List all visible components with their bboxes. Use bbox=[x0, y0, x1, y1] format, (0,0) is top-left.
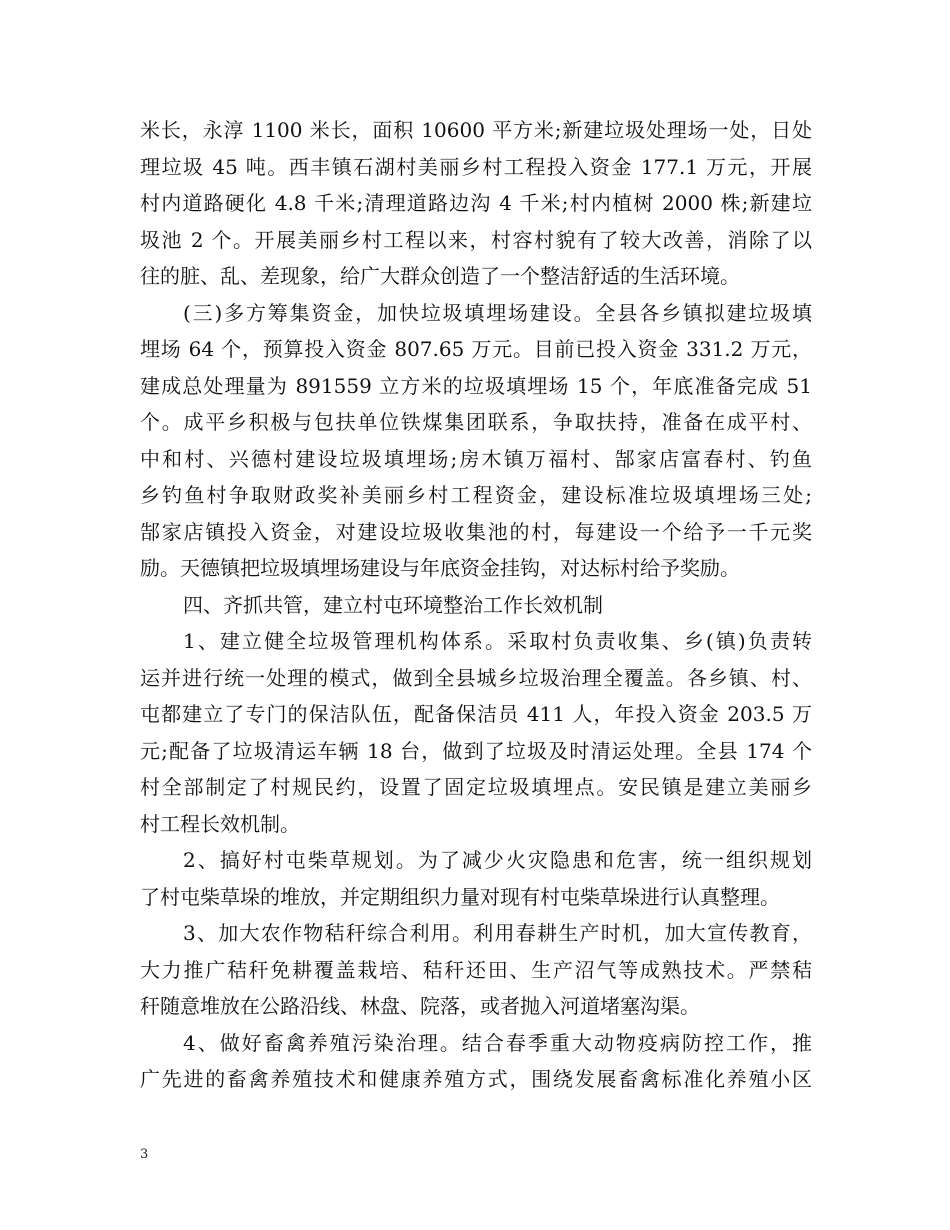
text-line: 乡钓鱼村争取财政奖补美丽乡村工程资金，建设标准垃圾填埋场三处; bbox=[140, 483, 812, 507]
paragraph-first-line: 3、加大农作物秸秆综合利用。利用春耕生产时机，加大宣传教育， bbox=[183, 921, 812, 945]
text-line: 圾池 2 个。开展美丽乡村工程以来，村容村貌有了较大改善，消除了以 bbox=[140, 227, 812, 252]
text-line: 村内道路硬化 4.8 千米;清理道路边沟 4 千米;村内植树 2000 株;新建垃 bbox=[140, 191, 812, 215]
page-number: 3 bbox=[140, 1147, 149, 1162]
paragraph-first-line: (三)多方筹集资金，加快垃圾填埋场建设。全县各乡镇拟建垃圾填 bbox=[183, 300, 812, 325]
text-line: 了村屯柴草垛的堆放，并定期组织力量对现有村屯柴草垛进行认真整理。 bbox=[140, 884, 780, 909]
text-line: 埋场 64 个，预算投入资金 807.65 万元。目前已投入资金 331.2 万元， bbox=[140, 337, 812, 361]
text-line: 个。成平乡积极与包扶单位铁煤集团联系，争取扶持，准备在成平村、 bbox=[140, 410, 812, 434]
text-line: 往的脏、乱、差现象，给广大群众创造了一个整洁舒适的生活环境。 bbox=[140, 264, 740, 288]
paragraph-first-line: 2、搞好村屯柴草规划。为了减少火灾隐患和危害，统一组织规划 bbox=[183, 848, 812, 872]
text-line: 励。天德镇把垃圾填埋场建设与年底资金挂钩，对达标村给予奖励。 bbox=[140, 556, 740, 580]
paragraph-first-line: 1、建立健全垃圾管理机构体系。采取村负责收集、乡(镇)负责转 bbox=[183, 629, 812, 653]
text-line: 郜家店镇投入资金，对建设垃圾收集池的村，每建设一个给予一千元奖 bbox=[140, 519, 812, 544]
paragraph-first-line: 4、做好畜禽养殖污染治理。结合春季重大动物疫病防控工作，推 bbox=[183, 1030, 812, 1055]
text-line: 村全部制定了村规民约，设置了固定垃圾填埋点。安民镇是建立美丽乡 bbox=[140, 775, 812, 799]
text-line: 广先进的畜禽养殖技术和健康养殖方式，围绕发展畜禽标准化养殖小区 bbox=[140, 1067, 812, 1091]
text-line: 理垃圾 45 吨。西丰镇石湖村美丽乡村工程投入资金 177.1 万元，开展 bbox=[140, 154, 812, 179]
text-line: 运并进行统一处理的模式，做到全县城乡垃圾治理全覆盖。各乡镇、村、 bbox=[140, 665, 812, 690]
text-line: 大力推广秸秆免耕覆盖栽培、秸秆还田、生产沼气等成熟技术。严禁秸 bbox=[140, 957, 812, 982]
text-line: 中和村、兴德村建设垃圾填埋场;房木镇万福村、郜家店富春村、钓鱼 bbox=[140, 446, 812, 471]
text-line: 秆随意堆放在公路沿线、林盘、院落，或者抛入河道堵塞沟渠。 bbox=[140, 994, 700, 1018]
text-line: 米长，永淳 1100 米长，面积 10600 平方米;新建垃圾处理场一处，日处 bbox=[140, 118, 812, 142]
text-line: 建成总处理量为 891559 立方米的垃圾填埋场 15 个，年底准备完成 51 bbox=[140, 373, 812, 398]
document-body bbox=[140, 112, 812, 1098]
section-heading: 四、齐抓共管，建立村屯环境整治工作长效机制 bbox=[183, 592, 603, 617]
text-line: 屯都建立了专门的保洁队伍，配备保洁员 411 人，年投入资金 203.5 万 bbox=[140, 702, 812, 726]
text-line: 村工程长效机制。 bbox=[140, 811, 300, 836]
text-line: 元;配备了垃圾清运车辆 18 台，做到了垃圾及时清运处理。全县 174 个 bbox=[140, 738, 812, 763]
